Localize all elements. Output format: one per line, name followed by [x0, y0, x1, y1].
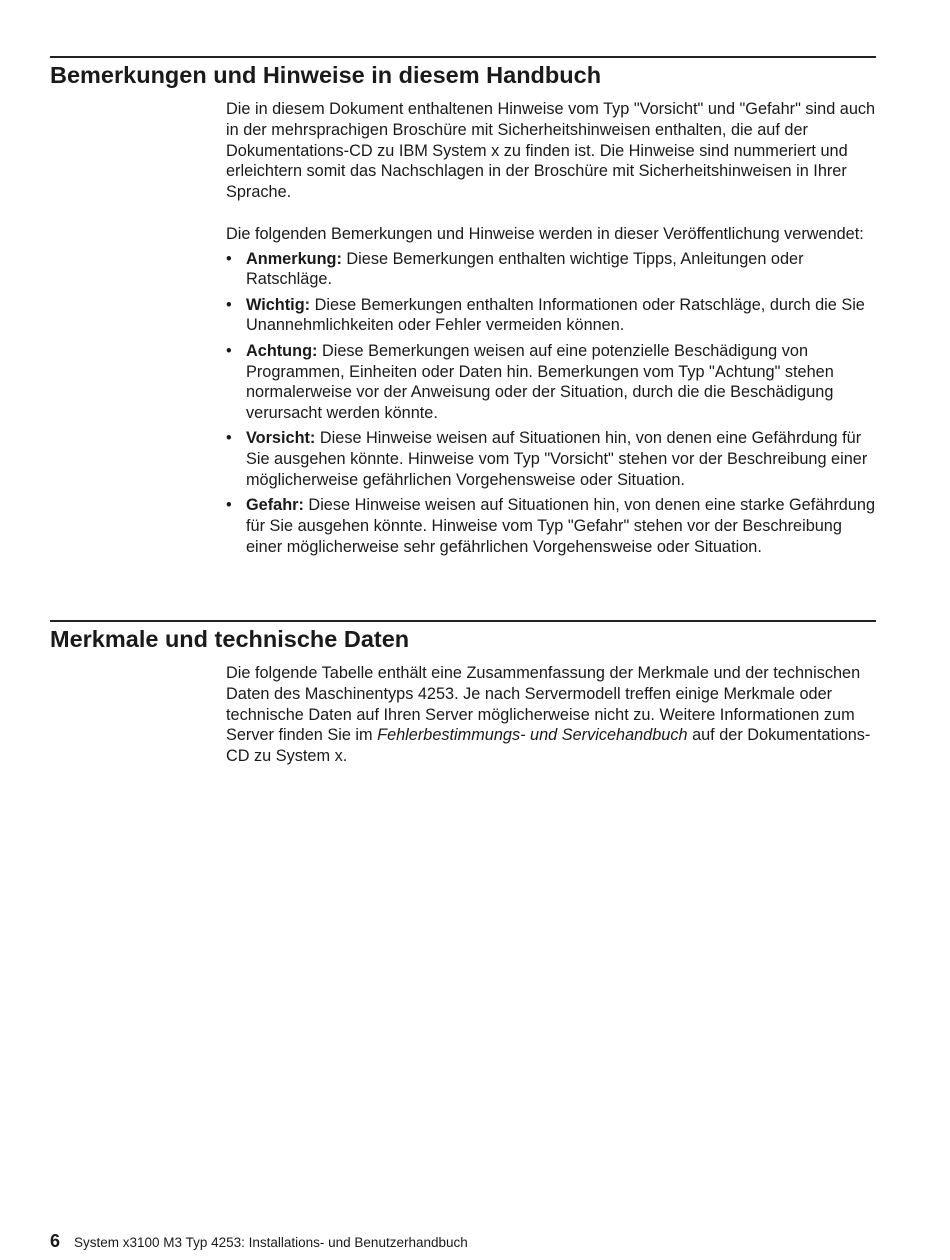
list-item	[226, 428, 876, 490]
section-body	[226, 99, 876, 558]
section-notices	[50, 56, 876, 562]
notice-text: Diese Bemerkungen enthalten wichtige Tipps, Anleitungen oder Ratschläge.	[246, 249, 804, 289]
bullet-icon: •	[226, 249, 232, 268]
bullet-icon: •	[226, 295, 232, 314]
section-heading: Merkmale und technische Daten	[50, 626, 410, 652]
list-item	[226, 295, 876, 337]
bullet-icon: •	[226, 429, 232, 448]
section-body	[226, 663, 876, 767]
section-heading: Bemerkungen und Hinweise in diesem Handbuch	[50, 62, 602, 88]
list-item	[226, 495, 876, 557]
notice-term: Vorsicht:	[246, 429, 316, 448]
notice-term: Anmerkung:	[246, 249, 342, 268]
notice-text: Diese Bemerkungen enthalten Informationen oder Ratschläge, durch die Sie Unannehmlichkeiten oder Fehler vermeiden können.	[246, 295, 865, 335]
notice-text: Diese Hinweise weisen auf Situationen hin, von denen eine starke Gefährdung für Sie ausgehen könnte. Hinweise vom Typ "Gefahr" stehen vor der Beschreibung einer möglicherweise sehr gefährlichen Vorgehensweise oder Situation.	[246, 496, 876, 556]
paragraph: Die folgenden Bemerkungen und Hinweise werden in dieser Veröffentlichung verwendet:	[226, 224, 864, 243]
paragraph	[226, 663, 876, 767]
notice-list	[226, 249, 876, 558]
page-number: 6	[50, 1231, 61, 1251]
section-rule	[50, 620, 876, 622]
notice-text: Diese Bemerkungen weisen auf eine potenzielle Beschädigung von Programmen, Einheiten oder Daten hin. Bemerkungen vom Typ "Achtung" stehen normalerweise vor der Anweisung oder der Situation, durch die die Beschädigung verursacht werden könnte.	[246, 341, 834, 423]
list-item	[226, 249, 876, 291]
notice-term: Wichtig:	[246, 295, 311, 314]
manual-title: Fehlerbestimmungs- und Servicehandbuch	[377, 726, 688, 745]
list-item	[226, 341, 876, 424]
footer-title: System x3100 M3 Typ 4253: Installations- und Benutzerhandbuch	[74, 1235, 468, 1250]
paragraph-text: auf der Dokumentations-CD zu System x.	[226, 726, 871, 766]
paragraph: Die in diesem Dokument enthaltenen Hinweise vom Typ "Vorsicht" und "Gefahr" sind auch in der mehrsprachigen Broschüre mit Sicherheitshinweisen enthalten, die auf der Dokumentations-CD zu IBM System x zu finden ist. Die Hinweise sind nummeriert und erleichtern somit das Nachschlagen in der Broschüre mit Sicherheitshinweisen in Ihrer Sprache.	[226, 100, 876, 202]
section-features	[50, 620, 876, 767]
notice-term: Achtung:	[246, 341, 318, 360]
notice-text: Diese Hinweise weisen auf Situationen hin, von denen eine Gefährdung für Sie ausgehen könnte. Hinweise vom Typ "Vorsicht" stehen vor der Beschreibung einer möglicherweise gefährlichen Vorgehensweise oder Situation.	[246, 429, 868, 490]
bullet-icon: •	[226, 496, 232, 515]
notice-term: Gefahr:	[246, 496, 304, 515]
paragraph-text: Die folgende Tabelle enthält eine Zusammenfassung der Merkmale und der technischen Daten des Maschinentyps 4253. Je nach Servermodell treffen einige Merkmale oder technische Daten auf Ihren Server möglicherweise nicht zu. Weitere Informationen zum Server finden Sie im	[226, 664, 861, 745]
page-footer	[50, 1230, 468, 1254]
section-rule	[50, 56, 876, 58]
bullet-icon: •	[226, 341, 232, 360]
